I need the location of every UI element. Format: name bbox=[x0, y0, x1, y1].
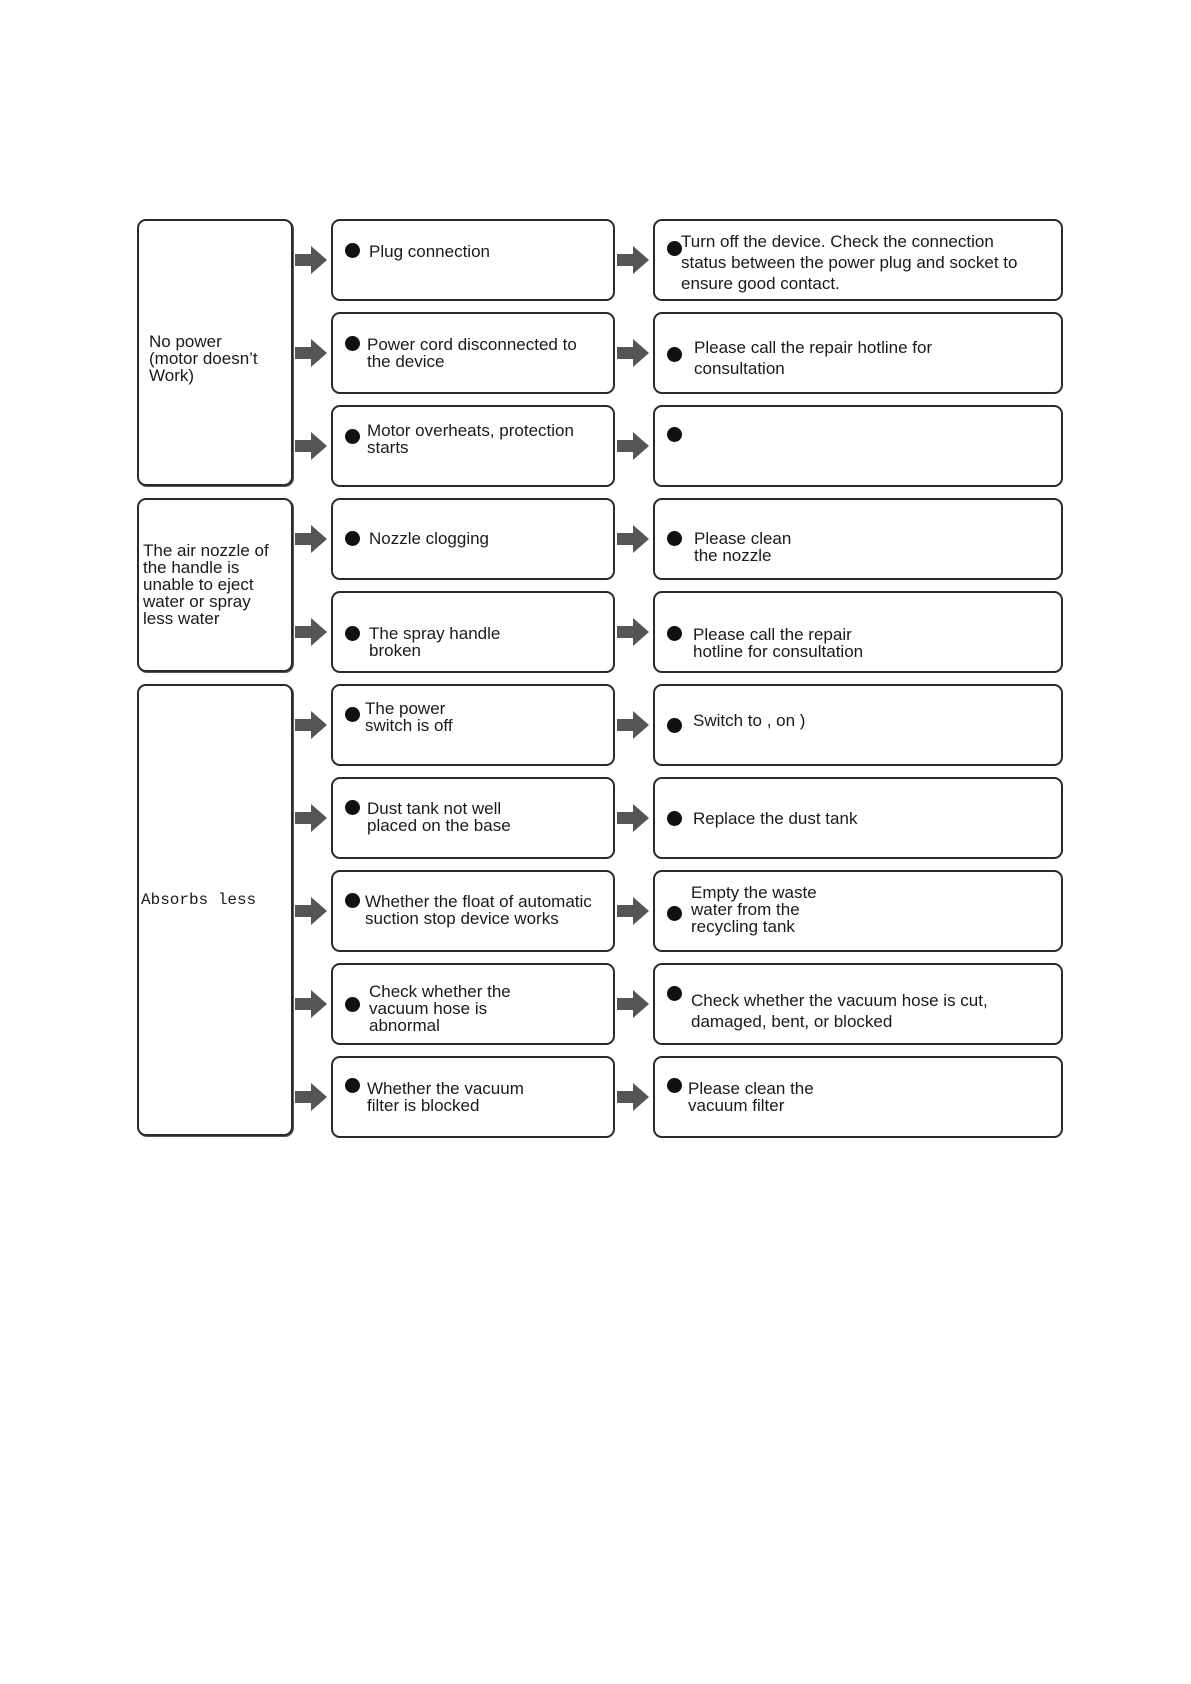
solution-text: Replace the dust tank bbox=[693, 809, 858, 828]
bullet-dot-icon bbox=[667, 811, 682, 826]
bullet-dot-icon bbox=[345, 336, 360, 351]
cause-box bbox=[331, 498, 615, 580]
cause-text: Plug connection bbox=[369, 242, 490, 261]
right-arrow-icon bbox=[617, 711, 649, 739]
bullet-dot-icon bbox=[667, 347, 682, 362]
right-arrow-icon bbox=[617, 525, 649, 553]
right-arrow-icon bbox=[295, 804, 327, 832]
bullet-dot-icon bbox=[345, 800, 360, 815]
solution-text: Please clean the nozzle bbox=[694, 529, 792, 565]
right-arrow-icon bbox=[295, 339, 327, 367]
right-arrow-icon bbox=[617, 897, 649, 925]
solution-box bbox=[653, 870, 1063, 952]
bullet-dot-icon bbox=[345, 243, 360, 258]
right-arrow-icon bbox=[295, 897, 327, 925]
right-arrow-icon bbox=[295, 432, 327, 460]
problem-box-air-nozzle bbox=[137, 498, 293, 672]
bullet-dot-icon bbox=[345, 626, 360, 641]
bullet-dot-icon bbox=[667, 906, 682, 921]
right-arrow-icon bbox=[617, 1083, 649, 1111]
solution-box bbox=[653, 219, 1063, 301]
solution-box bbox=[653, 312, 1063, 394]
right-arrow-icon bbox=[295, 711, 327, 739]
bullet-dot-icon bbox=[345, 707, 360, 722]
bullet-dot-icon bbox=[345, 429, 360, 444]
solution-text: Check whether the vacuum hose is cut, damaged, bent, or blocked bbox=[691, 991, 988, 1031]
cause-text: Nozzle clogging bbox=[369, 529, 490, 548]
solution-text: Turn off the device. Check the connection status between the power plug and socket to ensure good contact. bbox=[681, 232, 1018, 293]
bullet-dot-icon bbox=[667, 986, 682, 1001]
cause-box bbox=[331, 405, 615, 487]
right-arrow-icon bbox=[295, 246, 327, 274]
right-arrow-icon bbox=[617, 339, 649, 367]
cause-text: Motor overheats, protection starts bbox=[367, 421, 574, 457]
right-arrow-icon bbox=[295, 618, 327, 646]
cause-text: The power switch is off bbox=[365, 699, 453, 735]
solution-text: Switch to , on ) bbox=[693, 711, 806, 730]
bullet-dot-icon bbox=[667, 531, 682, 546]
solution-box bbox=[653, 405, 1063, 487]
cause-text: Whether the float of automatic suction stop device works bbox=[365, 892, 592, 928]
solution-text: Empty the waste water from the recycling tank bbox=[691, 883, 817, 936]
cause-text: Whether the vacuum filter is blocked bbox=[367, 1079, 524, 1115]
bullet-dot-icon bbox=[345, 997, 360, 1012]
cause-text: The spray handle broken bbox=[369, 624, 501, 660]
solution-box bbox=[653, 963, 1063, 1045]
right-arrow-icon bbox=[617, 432, 649, 460]
cause-box bbox=[331, 684, 615, 766]
right-arrow-icon bbox=[617, 804, 649, 832]
solution-box bbox=[653, 684, 1063, 766]
bullet-dot-icon bbox=[345, 1078, 360, 1093]
bullet-dot-icon bbox=[667, 626, 682, 641]
cause-box bbox=[331, 870, 615, 952]
cause-text: Dust tank not well placed on the base bbox=[367, 799, 511, 835]
right-arrow-icon bbox=[617, 246, 649, 274]
cause-box bbox=[331, 591, 615, 673]
cause-box bbox=[331, 777, 615, 859]
problem-label: The air nozzle of the handle is unable to eject water or spray less water bbox=[143, 541, 269, 628]
bullet-dot-icon bbox=[667, 1078, 682, 1093]
solution-text: Please call the repair hotline for consultation bbox=[693, 625, 864, 661]
solution-box bbox=[653, 777, 1063, 859]
solution-box bbox=[653, 498, 1063, 580]
solution-text: Please call the repair hotline for consultation bbox=[694, 338, 933, 378]
problem-label: No power (motor doesn’t Work) bbox=[149, 332, 258, 385]
cause-box bbox=[331, 219, 615, 301]
bullet-dot-icon bbox=[345, 893, 360, 908]
solution-box bbox=[653, 1056, 1063, 1138]
right-arrow-icon bbox=[617, 990, 649, 1018]
cause-box bbox=[331, 1056, 615, 1138]
right-arrow-icon bbox=[295, 990, 327, 1018]
right-arrow-icon bbox=[295, 525, 327, 553]
cause-text: Power cord disconnected to the device bbox=[367, 335, 577, 371]
problem-label: Absorbs less bbox=[141, 891, 257, 909]
bullet-dot-icon bbox=[345, 531, 360, 546]
right-arrow-icon bbox=[295, 1083, 327, 1111]
right-arrow-icon bbox=[617, 618, 649, 646]
bullet-dot-icon bbox=[667, 427, 682, 442]
solution-box bbox=[653, 591, 1063, 673]
bullet-dot-icon bbox=[667, 241, 682, 256]
bullet-dot-icon bbox=[667, 718, 682, 733]
problem-box-no-power bbox=[137, 219, 293, 486]
cause-box bbox=[331, 312, 615, 394]
cause-text: Check whether the vacuum hose is abnormal bbox=[369, 982, 511, 1035]
cause-box bbox=[331, 963, 615, 1045]
solution-text: Please clean the vacuum filter bbox=[688, 1079, 814, 1115]
problem-box-absorbs-less bbox=[137, 684, 293, 1136]
